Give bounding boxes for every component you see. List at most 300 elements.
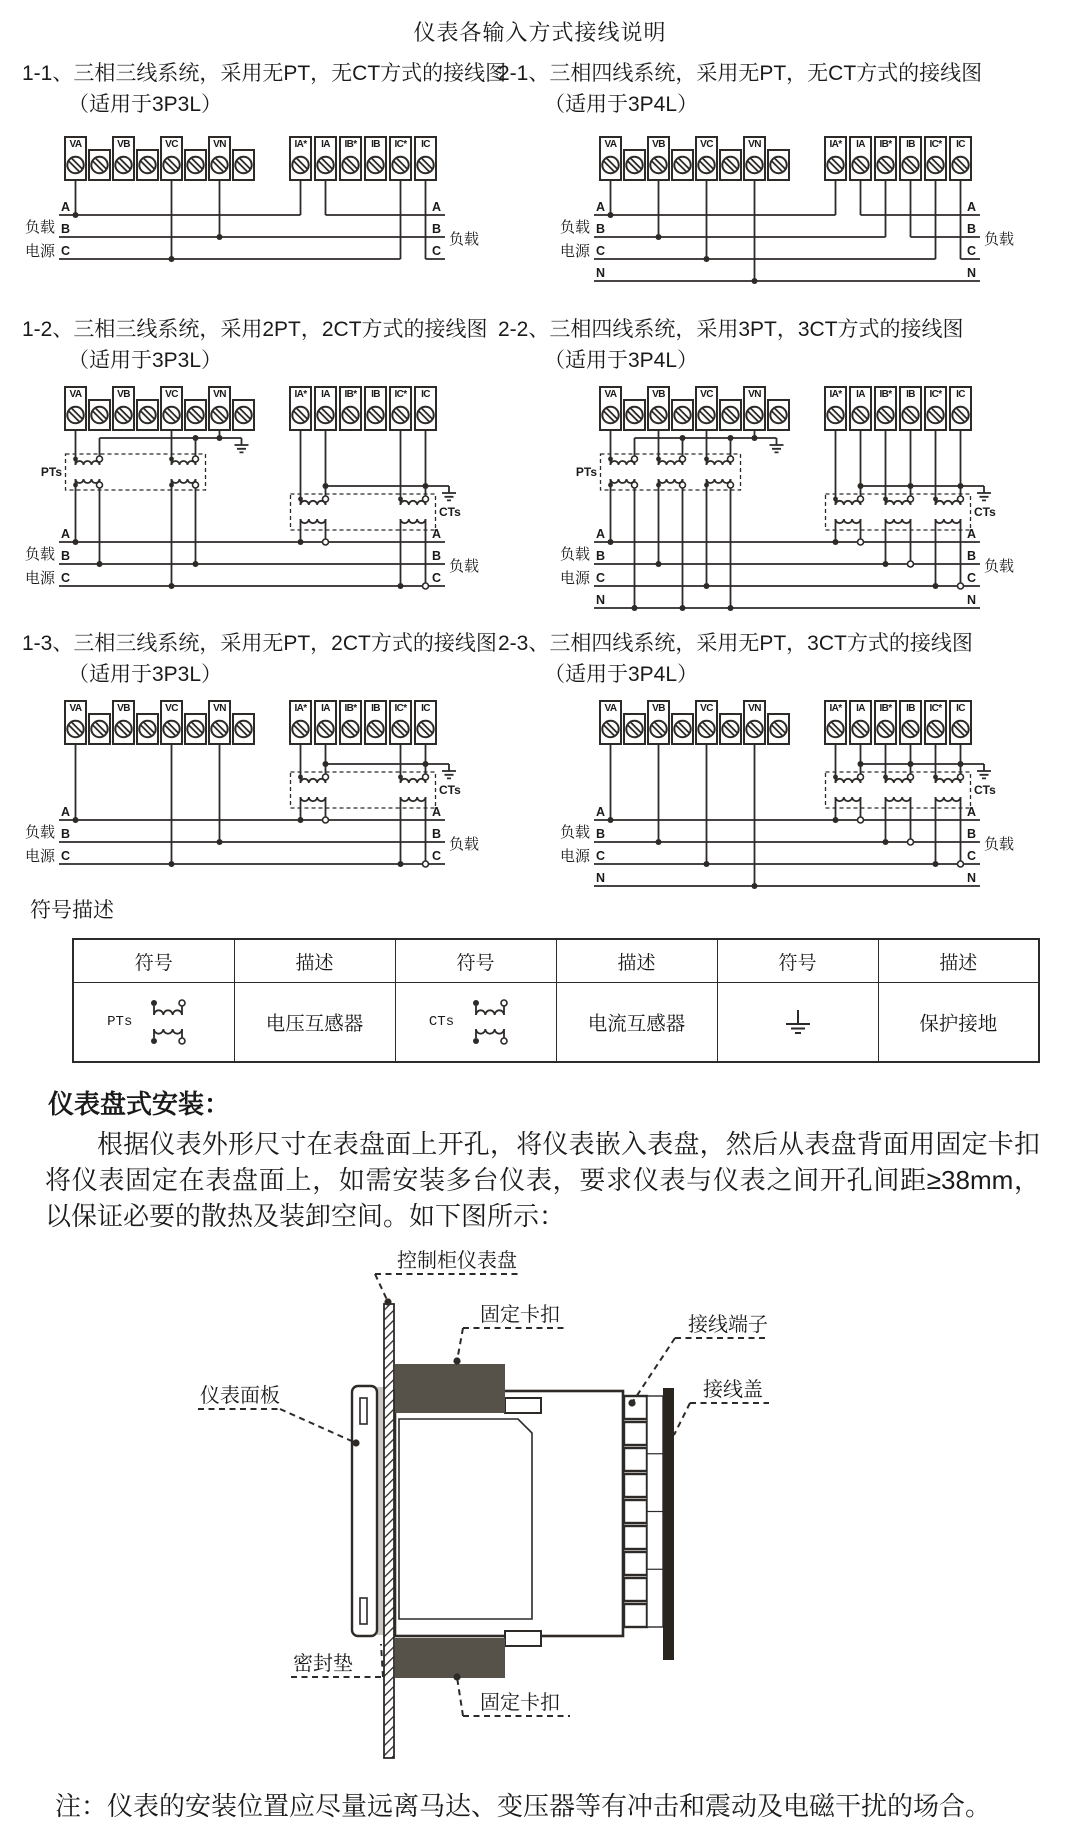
ground-icon bbox=[977, 486, 991, 500]
terminal-block bbox=[624, 1604, 647, 1627]
col-header: 符号 bbox=[395, 939, 556, 983]
screw-terminal bbox=[415, 701, 436, 744]
screw-terminal bbox=[209, 387, 230, 430]
svg-text:C: C bbox=[431, 244, 441, 258]
svg-text:IB*: IB* bbox=[344, 703, 357, 714]
svg-text:IC*: IC* bbox=[929, 139, 942, 150]
svg-text:A: A bbox=[966, 805, 976, 819]
screw-terminal bbox=[925, 701, 946, 744]
ct-coil-icon bbox=[458, 991, 522, 1053]
svg-text:A: A bbox=[596, 527, 606, 541]
svg-text:VN: VN bbox=[213, 139, 226, 150]
svg-text:VC: VC bbox=[165, 389, 178, 400]
screw-terminal bbox=[825, 701, 846, 744]
screw-terminal bbox=[340, 137, 361, 180]
screw-terminal bbox=[340, 701, 361, 744]
screw-terminal bbox=[137, 714, 158, 744]
svg-text:C: C bbox=[431, 849, 441, 863]
svg-text:C: C bbox=[966, 244, 976, 258]
svg-text:IC: IC bbox=[421, 389, 430, 400]
svg-text:B: B bbox=[61, 827, 71, 841]
screw-terminal bbox=[161, 137, 182, 180]
svg-text:IA: IA bbox=[856, 703, 865, 714]
svg-text:IB: IB bbox=[906, 703, 915, 714]
svg-text:IA: IA bbox=[321, 703, 330, 714]
svg-text:C: C bbox=[61, 244, 71, 258]
heading-line: 2-3、三相四线系统，采用无PT，3CT方式的接线图 bbox=[498, 632, 973, 655]
label-wiring-cover: 接线盖 bbox=[703, 1379, 763, 1401]
ground-icon bbox=[977, 764, 991, 778]
screw-terminal bbox=[696, 701, 717, 744]
screw-terminal bbox=[415, 137, 436, 180]
screw-terminal bbox=[696, 387, 717, 430]
svg-text:负载: 负载 bbox=[25, 219, 56, 236]
svg-text:VN: VN bbox=[748, 139, 761, 150]
screw-terminal bbox=[744, 387, 765, 430]
heading-line: 1-3、三相三线系统，采用无PT，2CT方式的接线图 bbox=[22, 632, 497, 655]
svg-text:B: B bbox=[596, 222, 606, 236]
svg-text:IA*: IA* bbox=[294, 139, 307, 150]
terminal-strip bbox=[65, 137, 436, 180]
screw-terminal bbox=[720, 150, 741, 180]
svg-text:VB: VB bbox=[652, 139, 665, 150]
heading-diagram-2-1 bbox=[498, 58, 982, 120]
heading-subline: （适用于3P3L） bbox=[68, 349, 223, 372]
bottom-note: 注：仪表的安装位置应尽量远离马达、变压器等有冲击和震动及电磁干扰的场合。 bbox=[55, 1791, 992, 1821]
screw-terminal bbox=[65, 387, 86, 430]
svg-text:VB: VB bbox=[652, 703, 665, 714]
screw-terminal bbox=[624, 400, 645, 430]
heading-subline: （适用于3P3L） bbox=[68, 93, 223, 116]
terminal-block bbox=[624, 1578, 647, 1601]
screw-terminal bbox=[950, 701, 971, 744]
screw-terminal bbox=[340, 387, 361, 430]
terminal-block bbox=[624, 1474, 647, 1497]
svg-text:IC: IC bbox=[421, 139, 430, 150]
svg-text:C: C bbox=[431, 571, 441, 585]
screw-terminal bbox=[365, 137, 386, 180]
svg-text:负载: 负载 bbox=[984, 231, 1015, 248]
svg-text:PTs: PTs bbox=[40, 465, 62, 479]
screw-terminal bbox=[600, 387, 621, 430]
svg-text:VB: VB bbox=[117, 139, 130, 150]
screw-terminal bbox=[209, 137, 230, 180]
svg-text:IB: IB bbox=[371, 139, 380, 150]
screw-terminal bbox=[185, 150, 206, 180]
svg-text:负载: 负载 bbox=[560, 546, 591, 563]
screw-terminal bbox=[290, 137, 311, 180]
screw-terminal bbox=[950, 387, 971, 430]
screw-terminal bbox=[315, 701, 336, 744]
screw-terminal bbox=[315, 387, 336, 430]
symbol-table bbox=[72, 938, 1040, 1063]
svg-text:CTs: CTs bbox=[439, 505, 461, 519]
wiring-diagram-1-2 bbox=[25, 386, 485, 602]
screw-terminal bbox=[89, 150, 110, 180]
label-fixing-clip-bottom: 固定卡扣 bbox=[480, 1692, 560, 1714]
screw-terminal bbox=[768, 714, 789, 744]
svg-text:N: N bbox=[596, 871, 606, 885]
ct-label: CTs bbox=[428, 1014, 455, 1030]
heading-subline: （适用于3P4L） bbox=[544, 349, 699, 372]
wiring-svg bbox=[560, 136, 1020, 298]
install-paragraph: 根据仪表外形尺寸在表盘面上开孔，将仪表嵌入表盘，然后从表盘背面用固定卡扣将仪表固定在表盘面上，如需安装多台仪表，要求仪表与仪表之间开孔间距≥38mm，以保证必要的散热及装卸空间。如下图所示： bbox=[45, 1129, 1040, 1231]
svg-text:C: C bbox=[966, 849, 976, 863]
screw-terminal bbox=[185, 400, 206, 430]
ct-box bbox=[291, 494, 436, 530]
screw-terminal bbox=[850, 137, 871, 180]
svg-text:N: N bbox=[596, 593, 606, 607]
col-header: 符号 bbox=[73, 939, 234, 983]
screw-terminal bbox=[233, 150, 254, 180]
svg-text:VC: VC bbox=[165, 139, 178, 150]
installation-svg bbox=[180, 1246, 780, 1768]
screw-terminal bbox=[161, 701, 182, 744]
screw-terminal bbox=[113, 701, 134, 744]
label-cabinet-panel: 控制柜仪表盘 bbox=[397, 1250, 517, 1272]
svg-text:IC: IC bbox=[421, 703, 430, 714]
pt-box bbox=[601, 454, 741, 490]
svg-text:IB: IB bbox=[371, 703, 380, 714]
svg-text:负载: 负载 bbox=[449, 558, 480, 575]
screw-terminal bbox=[624, 714, 645, 744]
screw-terminal bbox=[825, 387, 846, 430]
ground-icon bbox=[776, 1002, 820, 1042]
svg-text:IB: IB bbox=[371, 389, 380, 400]
svg-text:VN: VN bbox=[748, 389, 761, 400]
fixing-clip-bottom bbox=[395, 1638, 505, 1678]
svg-text:VA: VA bbox=[604, 139, 617, 150]
svg-text:A: A bbox=[61, 527, 71, 541]
svg-text:B: B bbox=[966, 549, 976, 563]
page-title: 仪表各输入方式接线说明 bbox=[413, 20, 667, 45]
svg-text:N: N bbox=[596, 266, 606, 280]
svg-text:B: B bbox=[966, 222, 976, 236]
screw-terminal bbox=[720, 714, 741, 744]
svg-text:VA: VA bbox=[604, 703, 617, 714]
screw-terminal bbox=[875, 387, 896, 430]
heading-diagram-1-1 bbox=[22, 58, 506, 120]
svg-text:IC*: IC* bbox=[394, 703, 407, 714]
screw-terminal bbox=[900, 137, 921, 180]
screw-terminal bbox=[209, 701, 230, 744]
clip-rail-top bbox=[505, 1398, 541, 1413]
svg-text:VB: VB bbox=[652, 389, 665, 400]
ground-icon bbox=[442, 764, 456, 778]
screw-terminal bbox=[696, 137, 717, 180]
clip-rail-bottom bbox=[505, 1631, 541, 1646]
svg-text:B: B bbox=[61, 222, 71, 236]
svg-text:负载: 负载 bbox=[984, 836, 1015, 853]
screw-terminal bbox=[672, 150, 693, 180]
svg-text:CTs: CTs bbox=[974, 783, 996, 797]
screw-terminal bbox=[390, 701, 411, 744]
heading-line: 2-2、三相四线系统，采用3PT，3CT方式的接线图 bbox=[498, 318, 964, 341]
svg-text:IB*: IB* bbox=[344, 389, 357, 400]
screw-terminal bbox=[137, 400, 158, 430]
ct-symbol-cell bbox=[397, 991, 555, 1053]
col-header: 描述 bbox=[556, 939, 717, 983]
pt-box bbox=[66, 454, 206, 490]
svg-text:VN: VN bbox=[213, 703, 226, 714]
terminal-strip bbox=[600, 137, 971, 180]
screw-terminal bbox=[850, 701, 871, 744]
ground-symbol-cell bbox=[719, 1002, 877, 1042]
screw-terminal bbox=[925, 137, 946, 180]
screw-terminal bbox=[415, 387, 436, 430]
terminal-block bbox=[624, 1500, 647, 1523]
terminal-strip bbox=[65, 701, 436, 744]
pt-coil-icon bbox=[136, 991, 200, 1053]
cabinet-panel bbox=[384, 1304, 394, 1758]
ground-icon bbox=[770, 438, 784, 452]
svg-text:C: C bbox=[596, 849, 606, 863]
svg-text:PTs: PTs bbox=[575, 465, 597, 479]
label-meter-front-panel: 仪表面板 bbox=[200, 1385, 280, 1407]
heading-diagram-2-2 bbox=[498, 314, 964, 376]
svg-text:VA: VA bbox=[69, 389, 82, 400]
svg-text:A: A bbox=[596, 200, 606, 214]
heading-line: 2-1、三相四线系统，采用无PT，无CT方式的接线图 bbox=[498, 62, 983, 85]
screw-terminal bbox=[768, 150, 789, 180]
ct-box bbox=[291, 772, 436, 808]
svg-text:C: C bbox=[966, 571, 976, 585]
ground-icon bbox=[442, 486, 456, 500]
screw-terminal bbox=[850, 387, 871, 430]
screw-terminal bbox=[290, 701, 311, 744]
svg-text:N: N bbox=[966, 871, 976, 885]
svg-text:C: C bbox=[596, 244, 606, 258]
svg-text:负载: 负载 bbox=[560, 219, 591, 236]
screw-terminal bbox=[65, 137, 86, 180]
svg-text:N: N bbox=[966, 266, 976, 280]
screw-terminal bbox=[672, 714, 693, 744]
screw-terminal bbox=[365, 387, 386, 430]
svg-text:IA*: IA* bbox=[294, 389, 307, 400]
svg-text:B: B bbox=[61, 549, 71, 563]
heading-subline: （适用于3P4L） bbox=[544, 93, 699, 116]
screw-terminal bbox=[161, 387, 182, 430]
svg-text:负载: 负载 bbox=[449, 836, 480, 853]
svg-text:VN: VN bbox=[748, 703, 761, 714]
svg-text:VA: VA bbox=[69, 703, 82, 714]
svg-text:C: C bbox=[596, 571, 606, 585]
svg-text:电源: 电源 bbox=[560, 848, 591, 865]
svg-text:B: B bbox=[431, 549, 441, 563]
screw-terminal bbox=[624, 150, 645, 180]
svg-text:IB: IB bbox=[906, 389, 915, 400]
heading-diagram-2-3 bbox=[498, 628, 973, 690]
screw-terminal bbox=[89, 400, 110, 430]
pt-symbol-cell bbox=[75, 991, 233, 1053]
pt-label: PTs bbox=[107, 1014, 133, 1030]
screw-terminal bbox=[233, 400, 254, 430]
install-heading: 仪表盘式安装： bbox=[48, 1089, 231, 1119]
heading-diagram-1-3 bbox=[22, 628, 497, 690]
screw-terminal bbox=[900, 387, 921, 430]
svg-text:CTs: CTs bbox=[974, 505, 996, 519]
screw-terminal bbox=[365, 701, 386, 744]
col-header: 符号 bbox=[717, 939, 878, 983]
svg-text:IB*: IB* bbox=[879, 139, 892, 150]
svg-text:电源: 电源 bbox=[25, 570, 56, 587]
screw-terminal bbox=[390, 387, 411, 430]
screw-terminal bbox=[744, 701, 765, 744]
screw-terminal bbox=[925, 387, 946, 430]
svg-text:B: B bbox=[596, 827, 606, 841]
symbol-table-header-row bbox=[73, 939, 1039, 983]
symbol-table-row bbox=[73, 983, 1039, 1063]
wiring-diagram-2-3 bbox=[560, 700, 1020, 904]
terminal-block bbox=[624, 1422, 647, 1445]
wiring-svg bbox=[25, 386, 485, 602]
svg-text:B: B bbox=[431, 827, 441, 841]
screw-terminal bbox=[233, 714, 254, 744]
svg-text:VC: VC bbox=[165, 703, 178, 714]
screw-terminal bbox=[315, 137, 336, 180]
ct-description: 电流互感器 bbox=[556, 983, 717, 1063]
ct-box bbox=[826, 494, 971, 530]
terminal-block bbox=[624, 1448, 647, 1471]
screw-terminal bbox=[825, 137, 846, 180]
heading-subline: （适用于3P3L） bbox=[68, 663, 223, 686]
heading-diagram-1-2 bbox=[22, 314, 488, 376]
screw-terminal bbox=[113, 137, 134, 180]
screw-terminal bbox=[290, 387, 311, 430]
svg-text:CTs: CTs bbox=[439, 783, 461, 797]
svg-text:A: A bbox=[61, 200, 71, 214]
svg-text:电源: 电源 bbox=[560, 570, 591, 587]
svg-text:IC*: IC* bbox=[394, 389, 407, 400]
svg-text:IC: IC bbox=[956, 703, 965, 714]
svg-text:VB: VB bbox=[117, 389, 130, 400]
col-header: 描述 bbox=[234, 939, 395, 983]
svg-text:VC: VC bbox=[700, 139, 713, 150]
svg-text:IA*: IA* bbox=[829, 703, 842, 714]
heading-subline: （适用于3P4L） bbox=[544, 663, 699, 686]
screw-terminal bbox=[648, 137, 669, 180]
wiring-svg bbox=[560, 700, 1020, 904]
screw-terminal bbox=[744, 137, 765, 180]
svg-text:IA: IA bbox=[856, 389, 865, 400]
heading-line: 1-1、三相三线系统，采用无PT，无CT方式的接线图 bbox=[22, 62, 507, 85]
screw-terminal bbox=[648, 701, 669, 744]
terminal-strip bbox=[600, 387, 971, 430]
svg-text:IC*: IC* bbox=[929, 703, 942, 714]
svg-text:负载: 负载 bbox=[25, 824, 56, 841]
svg-text:IC*: IC* bbox=[394, 139, 407, 150]
ground-icon bbox=[235, 438, 249, 452]
svg-text:负载: 负载 bbox=[984, 558, 1015, 575]
screw-terminal bbox=[720, 400, 741, 430]
label-seal-gasket: 密封垫 bbox=[293, 1653, 353, 1675]
terminal-strip bbox=[600, 701, 971, 744]
screw-terminal bbox=[672, 400, 693, 430]
svg-text:B: B bbox=[596, 549, 606, 563]
svg-text:VC: VC bbox=[700, 389, 713, 400]
svg-text:IB*: IB* bbox=[344, 139, 357, 150]
installation-figure bbox=[180, 1246, 780, 1768]
wiring-diagram-2-1 bbox=[560, 136, 1020, 298]
screw-terminal bbox=[89, 714, 110, 744]
wiring-svg bbox=[25, 700, 485, 882]
svg-text:A: A bbox=[431, 805, 441, 819]
wiring-svg bbox=[560, 386, 1020, 626]
terminal-block bbox=[624, 1526, 647, 1549]
svg-text:IC: IC bbox=[956, 139, 965, 150]
screw-terminal bbox=[600, 701, 621, 744]
label-fixing-clip-top: 固定卡扣 bbox=[480, 1304, 560, 1326]
svg-text:IA*: IA* bbox=[294, 703, 307, 714]
terminal-cover bbox=[663, 1388, 674, 1660]
svg-text:VA: VA bbox=[604, 389, 617, 400]
svg-text:A: A bbox=[966, 527, 976, 541]
meter-display bbox=[399, 1419, 532, 1619]
screw-terminal bbox=[648, 387, 669, 430]
screw-terminal bbox=[950, 137, 971, 180]
svg-text:IA: IA bbox=[321, 139, 330, 150]
svg-text:A: A bbox=[431, 527, 441, 541]
screw-terminal bbox=[768, 400, 789, 430]
svg-text:IC: IC bbox=[956, 389, 965, 400]
svg-text:B: B bbox=[431, 222, 441, 236]
terminal-strip bbox=[65, 387, 436, 430]
svg-text:A: A bbox=[431, 200, 441, 214]
screw-terminal bbox=[900, 701, 921, 744]
svg-text:IA: IA bbox=[856, 139, 865, 150]
svg-text:电源: 电源 bbox=[25, 243, 56, 260]
svg-text:IB: IB bbox=[906, 139, 915, 150]
svg-text:IA*: IA* bbox=[829, 389, 842, 400]
svg-text:IB*: IB* bbox=[879, 389, 892, 400]
svg-text:负载: 负载 bbox=[25, 546, 56, 563]
wiring-diagram-1-1 bbox=[25, 136, 485, 276]
screw-terminal bbox=[600, 137, 621, 180]
svg-text:B: B bbox=[966, 827, 976, 841]
svg-text:A: A bbox=[596, 805, 606, 819]
svg-text:VB: VB bbox=[117, 703, 130, 714]
heading-line: 1-2、三相三线系统，采用2PT，2CT方式的接线图 bbox=[22, 318, 488, 341]
screw-terminal bbox=[875, 701, 896, 744]
col-header: 描述 bbox=[878, 939, 1039, 983]
screw-terminal bbox=[113, 387, 134, 430]
svg-text:IC*: IC* bbox=[929, 389, 942, 400]
screw-terminal bbox=[390, 137, 411, 180]
svg-text:A: A bbox=[61, 805, 71, 819]
svg-text:负载: 负载 bbox=[449, 231, 480, 248]
pt-description: 电压互感器 bbox=[234, 983, 395, 1063]
svg-text:VN: VN bbox=[213, 389, 226, 400]
ground-description: 保护接地 bbox=[878, 983, 1039, 1063]
screw-terminal bbox=[875, 137, 896, 180]
wiring-svg bbox=[25, 136, 485, 276]
wiring-diagram-2-2 bbox=[560, 386, 1020, 626]
fixing-clip-top bbox=[395, 1364, 505, 1413]
svg-text:A: A bbox=[966, 200, 976, 214]
wiring-diagram-1-3 bbox=[25, 700, 485, 882]
screw-terminal bbox=[65, 701, 86, 744]
svg-text:电源: 电源 bbox=[25, 848, 56, 865]
svg-text:IB*: IB* bbox=[879, 703, 892, 714]
svg-text:电源: 电源 bbox=[560, 243, 591, 260]
svg-text:VC: VC bbox=[700, 703, 713, 714]
svg-text:负载: 负载 bbox=[560, 824, 591, 841]
svg-text:N: N bbox=[966, 593, 976, 607]
screw-terminal bbox=[185, 714, 206, 744]
svg-text:IA*: IA* bbox=[829, 139, 842, 150]
svg-text:VA: VA bbox=[69, 139, 82, 150]
terminal-block bbox=[624, 1552, 647, 1575]
